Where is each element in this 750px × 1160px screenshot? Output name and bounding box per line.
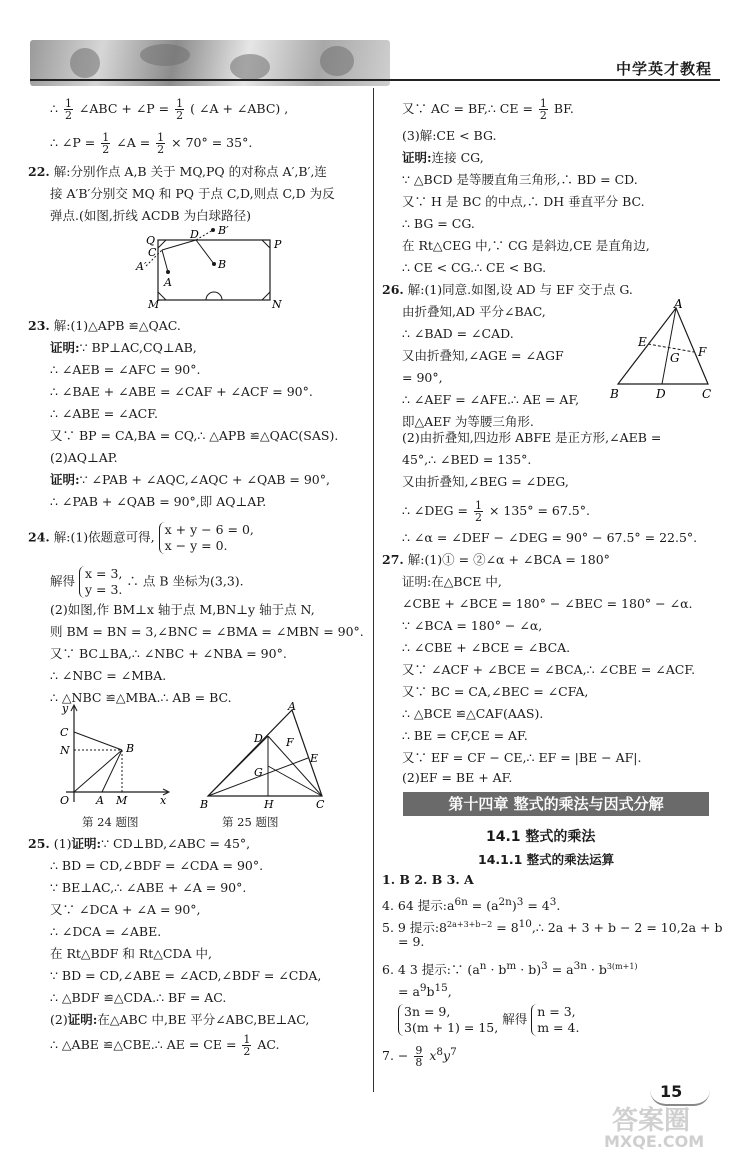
banner-motif [320, 46, 354, 76]
line-r6: ∴ BG = CG. [402, 216, 475, 231]
line-q22-a: 22. 解:分别作点 A,B 关于 MQ,PQ 的对称点 A′,B′,连 [28, 164, 327, 179]
fig24-label: N [60, 744, 70, 757]
line-q27-f: 又∵ ∠ACF + ∠BCE = ∠BCA,∴ ∠CBE = ∠ACF. [402, 662, 696, 677]
answer-6-cont: = $a^9b^{15}$, [398, 982, 452, 1000]
line-q24-b: 解得 x = 3, y = 3. ∴ 点 B 坐标为(3,3). [50, 566, 244, 597]
fig26-label: G [670, 351, 680, 365]
fig24-label: A [96, 794, 104, 807]
line-q27-e: ∴ ∠CBE + ∠BCE = ∠BCA. [402, 640, 571, 655]
line-r2: (3)解:CE < BG. [402, 128, 497, 143]
line-r7: 在 Rt△CEG 中,∵ CG 是斜边,CE 是直角边, [402, 238, 650, 253]
fraction: $\frac{1}{2}$ [539, 97, 547, 122]
fig26-label: F [698, 345, 707, 359]
line-q27-c: ∠CBE + ∠BCE = 180° − ∠BEC = 180° − ∠α. [402, 596, 693, 611]
answer-5: 5. 9 提示$:8^{2a+3+b-2}$ = $8^{10},\therefore$ 2a + 3 + b − 2 = 10,2a + b [382, 918, 723, 936]
line-q24-g: ∴ △NBC ≌△MBA.∴ AB = BC. [50, 690, 232, 705]
line-q24-f: ∴ ∠NBC = ∠MBA. [50, 668, 167, 683]
fig24-label: O [60, 794, 70, 807]
line-q22-c: 弹点.(如图,折线 ACDB 为白球路径) [50, 208, 251, 223]
figure-24-coordinate-diagram [56, 702, 176, 810]
line-r1: 又∵ AC = BF,∴ CE = $\frac{1}{2}$ BF. [402, 97, 574, 122]
line-q26-g: 即△AEF 为等腰三角形. [402, 414, 534, 429]
answer-7: 7. − $\frac{9}{8}$ $x^8y^7$ [382, 1044, 457, 1070]
fig24-label: C [60, 726, 69, 739]
line-q27-i: ∴ BE = CF,CE = AF. [402, 728, 528, 743]
banner-motif [70, 48, 100, 78]
chapter-heading: 第十四章 整式的乘法与因式分解 [403, 792, 709, 816]
fig22-label: B′ [218, 224, 229, 237]
line-q27-k: (2)EF = BE + AF. [402, 770, 513, 785]
fig26-label: A [674, 297, 683, 311]
fig22-label: B [218, 258, 227, 271]
answer-1-3: 1. B 2. B 3. A [382, 872, 474, 887]
line-q27-g: 又∵ BC = CA,∠BEC = ∠CFA, [402, 684, 589, 699]
fraction: $\frac{1}{2}$ [474, 499, 482, 524]
subsection-heading: 14.1.1 整式的乘法运算 [478, 852, 615, 867]
line-q23-a: 23. 解:(1)△APB ≌△QAC. [28, 318, 181, 333]
answer-6-system: 3n = 9, 3(m + 1) = 15, 解得 n = 3, m = 4. [398, 1004, 579, 1036]
line-l2: ∴ ∠P = $\frac{1}{2}$ ∠A = $\frac{1}{2}$ × 70° = 35°. [50, 131, 253, 156]
line-r5: 又∵ H 是 BC 的中点,∴ DH 垂直平分 BC. [402, 194, 645, 209]
watermark-logo-text: 答案圈 [612, 1106, 691, 1136]
line-q24-c: (2)如图,作 BM⊥x 轴于点 M,BN⊥y 轴于点 N, [50, 602, 315, 617]
fig22-label: D [190, 228, 199, 241]
line-q26-d: 又由折叠知,∠AGE = ∠AGF [402, 348, 564, 363]
line-q23-f: 又∵ BP = CA,BA = CQ,∴ △APB ≌△QAC(SAS). [50, 428, 339, 443]
answer-4: 4. 64 提示$:a^{6n} = (a^{2n})^3 = 4^3$. [382, 896, 561, 914]
equation-system: 3n = 9, 3(m + 1) = 15, [398, 1004, 498, 1036]
fig25-label: B [200, 798, 209, 811]
page-number: 15 [660, 1082, 683, 1101]
line-q25-c: ∵ BE⊥AC,∴ ∠ABE + ∠A = 90°. [50, 880, 247, 895]
fig25-label: G [254, 766, 263, 779]
line-q26-k: ∴ ∠DEG = $\frac{1}{2}$ × 135° = 67.5°. [402, 499, 590, 524]
line-q23-e: ∴ ∠ABE = ∠ACF. [50, 406, 158, 421]
line-q25-f: 在 Rt△BDF 和 Rt△CDA 中, [50, 946, 212, 961]
line-q26-i: 45°,∴ ∠BED = 135°. [402, 452, 532, 467]
line-q25-j: ∴ △ABE ≌△CBE.∴ AE = CE = $\frac{1}{2}$ AC. [50, 1033, 280, 1058]
line-q26-a: 26. 解:(1)同意.如图,设 AD 与 EF 交于点 G. [382, 282, 633, 297]
fig25-label: A [288, 700, 296, 713]
fig22-label: Q [146, 234, 156, 247]
series-title: 中学英才教程 [615, 60, 712, 78]
line-q25-b: ∴ BD = CD,∠BDF = ∠CDA = 90°. [50, 858, 264, 873]
fig24-label: M [116, 794, 128, 807]
line-q26-b: 由折叠知,AD 平分∠BAC, [402, 304, 546, 319]
fig22-label: A′ [136, 260, 147, 273]
fig22-label: N [272, 298, 282, 311]
figure-24-caption: 第 24 题图 [82, 815, 139, 829]
fig25-label: D [254, 732, 263, 745]
answer-5-cont: = 9. [398, 934, 425, 949]
fraction: $\frac{1}{2}$ [102, 131, 110, 156]
fraction: $\frac{1}{2}$ [64, 97, 72, 122]
line-q26-j: 又由折叠知,∠BEG = ∠DEG, [402, 474, 569, 489]
fraction: $\frac{9}{8}$ [415, 1044, 423, 1070]
line-q27-d: ∵ ∠BCA = 180° − ∠α, [402, 618, 543, 633]
header-rule [30, 79, 720, 81]
line-q23-i: ∴ ∠PAB + ∠QAB = 90°,即 AQ⊥AP. [50, 494, 267, 509]
line-q25-g: ∵ BD = CD,∠ABE = ∠ACD,∠BDF = ∠CDA, [50, 968, 322, 983]
fig24-label: B [126, 742, 135, 755]
line-q23-h: 证明:∵ ∠PAB + ∠AQC,∠AQC + ∠QAB = 90°, [50, 472, 330, 487]
line-q25-d: 又∵ ∠DCA + ∠A = 90°, [50, 902, 201, 917]
figure-25-triangle-diagram [196, 700, 336, 810]
line-q26-h: (2)由折叠知,四边形 ABFE 是正方形,∠AEB = [402, 430, 662, 445]
fig24-label: y [62, 702, 69, 715]
fraction: $\frac{1}{2}$ [243, 1033, 251, 1058]
fig22-label: A [164, 276, 172, 289]
fig25-label: E [310, 752, 319, 765]
line-q25-i: (2)证明:在△ABC 中,BE 平分∠ABC,BE⊥AC, [50, 1012, 310, 1027]
answer-6: 6. 4 3 提示:∵ $(a^n \cdot b^m \cdot b)^3 = a^{3n} \cdot b^{3(m+1)}$ [382, 960, 638, 978]
figure-26-fold-diagram [604, 296, 720, 404]
fig22-label: M [148, 298, 160, 311]
line-r4: ∵ △BCD 是等腰直角三角形,∴ BD = CD. [402, 172, 638, 187]
line-r3: 证明:连接 CG, [402, 150, 484, 165]
line-q23-d: ∴ ∠BAE + ∠ABE = ∠CAF + ∠ACF = 90°. [50, 384, 313, 399]
solution-system: n = 3, m = 4. [531, 1004, 579, 1036]
line-q22-b: 接 A′B′分别交 MQ 和 PQ 于点 C,D,则点 C,D 为反 [50, 186, 335, 201]
line-q26-l: ∴ ∠α = ∠DEF − ∠DEG = 90° − 67.5° = 22.5°. [402, 530, 698, 545]
line-q24-d: 则 BM = BN = 3,∠BNC = ∠BMA = ∠MBN = 90°. [50, 624, 364, 639]
fig22-label: C [148, 246, 157, 259]
line-q24-e: 又∵ BC⊥BA,∴ ∠NBC + ∠NBA = 90°. [50, 646, 287, 661]
line-q25-h: ∴ △BDF ≌△CDA.∴ BF = AC. [50, 990, 227, 1005]
fig25-label: F [286, 736, 294, 749]
figure-22-billiard-diagram [138, 226, 298, 314]
line-q23-c: ∴ ∠AEB = ∠AFC = 90°. [50, 362, 201, 377]
line-q27-b: 证明:在△BCE 中, [402, 574, 502, 589]
fig24-label: x [160, 794, 167, 807]
line-q25-a: 25. (1)证明:∵ CD⊥BD,∠ABC = 45°, [28, 836, 251, 851]
section-heading: 14.1 整式的乘法 [486, 829, 596, 845]
fig26-label: E [638, 335, 647, 349]
line-q25-e: ∴ ∠DCA = ∠ABE. [50, 924, 162, 939]
line-q26-e: = 90°, [402, 370, 443, 385]
line-q27-a: 27. 解:(1)① = ②∠α + ∠BCA = 180° [382, 552, 610, 567]
line-q27-h: ∴ △BCE ≌△CAF(AAS). [402, 706, 544, 721]
solution-system: x = 3, y = 3. [79, 566, 122, 598]
banner-motif [230, 54, 270, 80]
line-q27-j: 又∵ EF = CF − CE,∴ EF = |BE − AF|. [402, 750, 642, 765]
line-r8: ∴ CE < CG.∴ CE < BG. [402, 260, 547, 275]
fig25-label: C [316, 798, 325, 811]
line-q26-f: ∴ ∠AEF = ∠AFE.∴ AE = AF, [402, 392, 580, 407]
fig25-label: H [264, 798, 274, 811]
banner-motif [140, 44, 190, 66]
line-q24-a: 24. 解:(1)依题意可得, x + y − 6 = 0, x − y = 0. [28, 522, 254, 553]
line-q23-b: 证明:∵ BP⊥AC,CQ⊥AB, [50, 340, 197, 355]
watermark-url: MXQE.COM [604, 1132, 705, 1151]
line-l1: ∴ $\frac{1}{2}$ ∠ABC + ∠P = $\frac{1}{2}$ ( ∠A + ∠ABC) , [50, 97, 289, 122]
equation-system: x + y − 6 = 0, x − y = 0. [159, 522, 254, 554]
fraction: $\frac{1}{2}$ [176, 97, 184, 122]
figure-25-caption: 第 25 题图 [222, 815, 279, 829]
fig22-label: P [274, 238, 282, 251]
line-q23-g: (2)AQ⊥AP. [50, 450, 118, 465]
fig26-label: D [656, 387, 666, 401]
line-q26-c: ∴ ∠BAD = ∠CAD. [402, 326, 514, 341]
column-divider [373, 88, 374, 1092]
fig26-label: B [610, 387, 619, 401]
fig26-label: C [702, 387, 712, 401]
fraction: $\frac{1}{2}$ [157, 131, 165, 156]
